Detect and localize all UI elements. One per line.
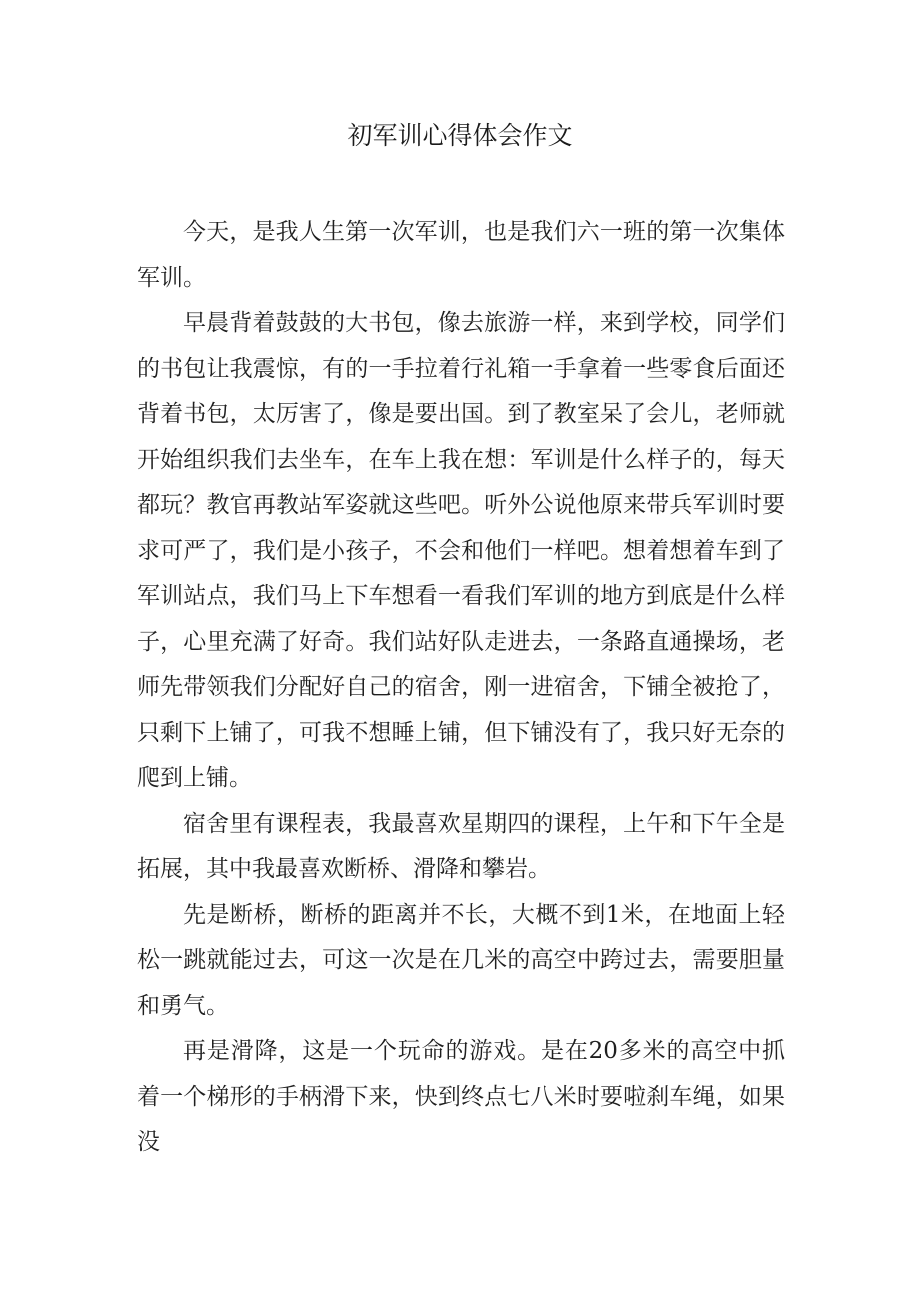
paragraph-5: 再是滑降，这是一个玩命的游戏。是在20多米的高空中抓着一个梯形的手柄滑下来，快到终点七八米时要啦刹车绳，如果没 [137, 1038, 785, 1155]
document-body [137, 210, 785, 1166]
paragraph-3: 宿舍里有课程表，我最喜欢星期四的课程，上午和下午全是拓展，其中我最喜欢断桥、滑降和攀岩。 [137, 810, 785, 882]
paragraph-2: 早晨背着鼓鼓的大书包，像去旅游一样，来到学校，同学们的书包让我震惊，有的一手拉着行礼箱一手拿着一些零食后面还背着书包，太厉害了，像是要出国。到了教室呆了会儿，老师就开始组织我们去坐车，在车上我在想：军训是什么样子的，每天都玩？教官再教站军姿就这些吧。听外公说他原来带兵军训时要求可严了，我们是小孩子，不会和他们一样吧。想着想着车到了军训站点，我们马上下车想看一看我们军训的地方到底是什么样子，心里充满了好奇。我们站好队走进去，一条路直通操场，老师先带领我们分配好自己的宿舍，刚一进宿舍，下铺全被抢了，只剩下上铺了，可我不想睡上铺，但下铺没有了，我只好无奈的爬到上铺。 [137, 310, 785, 791]
paragraph-1: 今天，是我人生第一次军训，也是我们六一班的第一次集体军训。 [137, 219, 785, 291]
document-title: 初军训心得体会作文 [347, 121, 573, 150]
paragraph-4: 先是断桥，断桥的距离并不长，大概不到1米，在地面上轻松一跳就能过去，可这一次是在几米的高空中跨过去，需要胆量和勇气。 [137, 901, 785, 1019]
